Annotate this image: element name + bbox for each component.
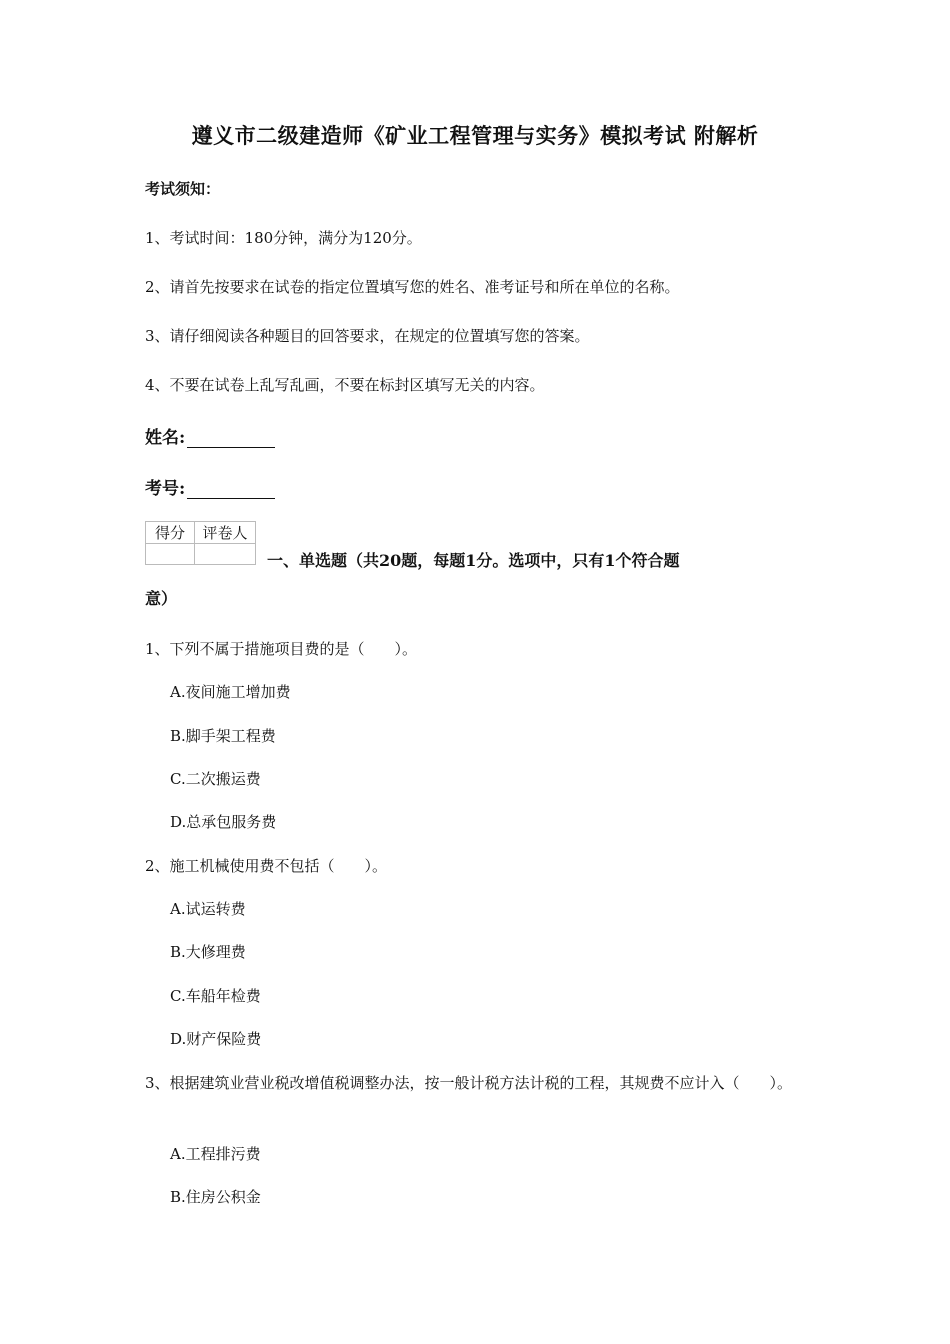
section-title-continued: 意） [145,589,178,608]
question-option: A.试运转费 [170,900,246,918]
question-stem: 3、根据建筑业营业税改增值税调整办法，按一般计税方法计税的工程，其规费不应计入（ ）。 [145,1074,793,1092]
id-blank[interactable] [187,480,275,499]
question-option: D.总承包服务费 [170,813,277,831]
question-stem: 1、下列不属于措施项目费的是（ ）。 [145,640,418,658]
grader-header: 评卷人 [195,522,256,544]
notice-item: 1、考试时间：180分钟，满分为120分。 [145,229,422,247]
notice-item: 2、请首先按要求在试卷的指定位置填写您的姓名、准考证号和所在单位的名称。 [145,278,680,296]
name-label: 姓名: [145,428,186,448]
grader-cell[interactable] [195,544,256,565]
question-option: D.财产保险费 [170,1030,262,1048]
question-option: C.车船年检费 [170,987,261,1005]
name-blank[interactable] [187,429,275,448]
score-header: 得分 [146,522,195,544]
id-field [145,474,275,499]
notice-item: 3、请仔细阅读各种题目的回答要求，在规定的位置填写您的答案。 [145,327,590,345]
question-option: A.夜间施工增加费 [170,683,291,701]
id-label: 考号: [145,479,186,499]
name-field [145,423,275,448]
document-title: 遵义市二级建造师《矿业工程管理与实务》模拟考试 附解析 [191,123,759,148]
question-stem: 2、施工机械使用费不包括（ ）。 [145,857,388,875]
question-option: A.工程排污费 [170,1145,261,1163]
notice-heading: 考试须知： [145,180,221,198]
question-option: B.脚手架工程费 [170,727,276,745]
section-title: 一、单选题（共20题，每题1分。选项中，只有1个符合题 [267,551,680,570]
question-option: B.住房公积金 [170,1188,261,1206]
score-cell[interactable] [146,544,195,565]
question-option: C.二次搬运费 [170,770,261,788]
notice-item: 4、不要在试卷上乱写乱画，不要在标封区填写无关的内容。 [145,376,545,394]
score-table [145,521,256,565]
question-option: B.大修理费 [170,943,246,961]
